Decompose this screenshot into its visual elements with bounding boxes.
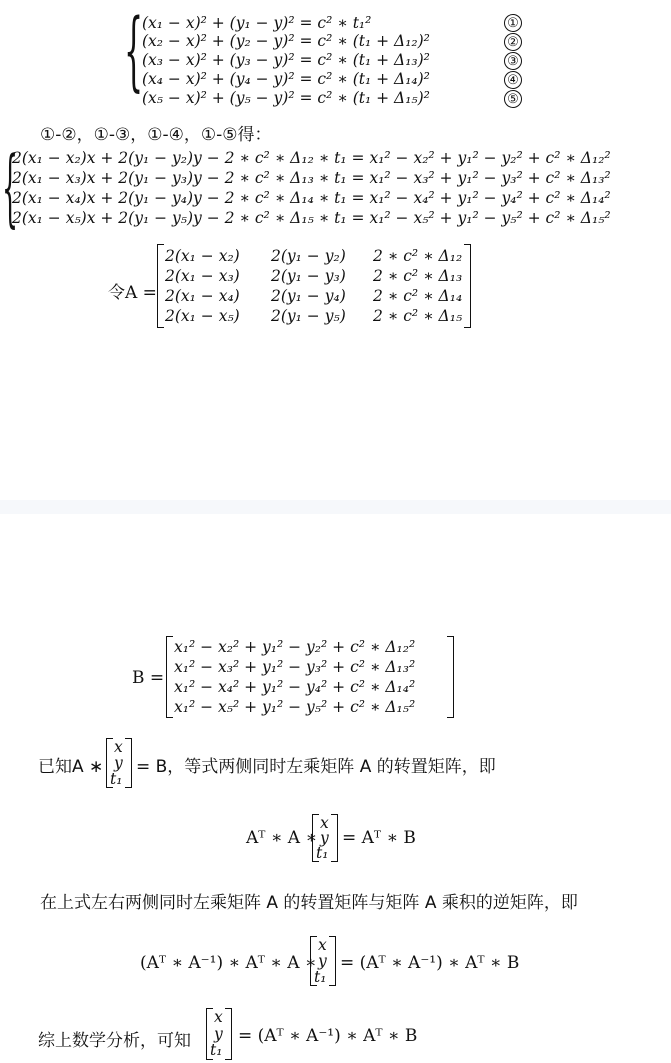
statement-5-pre: 综上数学分析，可知 (38, 1031, 191, 1051)
matrix-row: x₁² − x₃² + y₁² − y₃² + c² ∗ Δ₁₃² (174, 658, 416, 676)
equation-row: (x₁ − x)² + (y₁ − y)² = c² ∗ t₁² (142, 14, 372, 32)
equation-marker: ③ (504, 52, 522, 70)
vector-cell: t₁ (210, 1041, 223, 1059)
matrix-a (157, 244, 471, 328)
right-bracket (447, 636, 454, 718)
vector-cell: t₁ (316, 844, 329, 862)
right-bracket (125, 738, 132, 788)
vector-cell: y (320, 829, 329, 847)
statement-3: 在上式左右两侧同时左乘矩阵 A 的转置矩阵与矩阵 A 乘积的逆矩阵，即 (40, 893, 578, 913)
equation-2-post: = Aᵀ ∗ B (342, 828, 416, 848)
left-brace: { (2, 138, 19, 236)
vector-cell: x (214, 1008, 223, 1026)
matrix-cell: 2(x₁ − x₃) (165, 267, 240, 285)
right-bracket (329, 936, 336, 986)
vector-cell: t₁ (110, 770, 123, 788)
matrix-cell: 2(x₁ − x₂) (165, 247, 240, 265)
left-bracket (157, 244, 164, 328)
vector-xyt (206, 1008, 232, 1060)
equation-marker: ② (504, 33, 522, 51)
matrix-b-label: B = (132, 668, 165, 688)
equation-marker: ④ (504, 71, 522, 89)
vector-xyt (310, 936, 336, 986)
vector-cell: y (114, 754, 123, 772)
vector-xyt (312, 814, 338, 862)
page-divider (0, 500, 671, 514)
matrix-b (166, 636, 454, 718)
equation-4-pre: (Aᵀ ∗ A⁻¹) ∗ Aᵀ ∗ A ∗ (140, 953, 317, 973)
right-bracket (464, 244, 471, 328)
equation-row: (x₂ − x)² + (y₂ − y)² = c² ∗ (t₁ + Δ₁₂)² (142, 32, 430, 50)
matrix-cell: 2(x₁ − x₅) (165, 307, 240, 325)
equation-row: 2(x₁ − x₃)x + 2(y₁ − y₃)y − 2 ∗ c² ∗ Δ₁₃ ∗ t₁ = x₁² − x₃² + y₁² − y₃² + c² ∗ Δ₁₃² (12, 169, 611, 187)
matrix-a-label: 令A = (108, 283, 157, 303)
statement-5-post: = (Aᵀ ∗ A⁻¹) ∗ Aᵀ ∗ B (238, 1026, 418, 1046)
matrix-row: x₁² − x₅² + y₁² − y₅² + c² ∗ Δ₁₅² (174, 698, 416, 716)
left-bracket (166, 636, 173, 718)
equation-row: 2(x₁ − x₂)x + 2(y₁ − y₂)y − 2 ∗ c² ∗ Δ₁₂ ∗ t₁ = x₁² − x₂² + y₁² − y₂² + c² ∗ Δ₁₂² (12, 149, 611, 167)
statement-1-post: = B，等式两侧同时左乘矩阵 A 的转置矩阵，即 (136, 757, 496, 777)
equation-row: (x₄ − x)² + (y₄ − y)² = c² ∗ (t₁ + Δ₁₄)² (142, 70, 430, 88)
matrix-cell: 2(x₁ − x₄) (165, 287, 240, 305)
equation-marker: ① (504, 14, 522, 32)
vector-cell: x (320, 814, 329, 832)
vector-cell: y (318, 952, 327, 970)
vector-cell: x (114, 738, 123, 756)
equation-row: (x₅ − x)² + (y₅ − y)² = c² ∗ (t₁ + Δ₁₅)² (142, 89, 430, 107)
vector-cell: t₁ (314, 968, 327, 986)
matrix-cell: 2(y₁ − y₄) (271, 287, 346, 305)
equation-row: 2(x₁ − x₄)x + 2(y₁ − y₄)y − 2 ∗ c² ∗ Δ₁₄ ∗ t₁ = x₁² − x₄² + y₁² − y₄² + c² ∗ Δ₁₄² (12, 189, 611, 207)
matrix-cell: 2 ∗ c² ∗ Δ₁₄ (373, 287, 463, 305)
matrix-cell: 2 ∗ c² ∗ Δ₁₂ (373, 247, 463, 265)
right-bracket (331, 814, 338, 862)
left-brace: { (124, 1, 144, 101)
matrix-cell: 2 ∗ c² ∗ Δ₁₃ (373, 267, 463, 285)
equation-2-pre: Aᵀ ∗ A ∗ (246, 828, 318, 848)
equation-row: 2(x₁ − x₅)x + 2(y₁ − y₅)y − 2 ∗ c² ∗ Δ₁₅ ∗ t₁ = x₁² − x₅² + y₁² − y₅² + c² ∗ Δ₁₅² (12, 209, 611, 227)
step-label: ①-②，①-③，①-④，①-⑤得： (40, 125, 272, 145)
equation-system-1 (124, 1, 564, 107)
equation-marker: ⑤ (504, 90, 522, 108)
matrix-cell: 2(y₁ − y₂) (271, 247, 346, 265)
vector-cell: y (214, 1025, 223, 1043)
equation-system-2 (0, 138, 671, 236)
matrix-cell: 2(y₁ − y₃) (271, 267, 346, 285)
matrix-row: x₁² − x₂² + y₁² − y₂² + c² ∗ Δ₁₂² (174, 638, 416, 656)
matrix-cell: 2(y₁ − y₅) (271, 307, 346, 325)
statement-1-pre: 已知A ∗ (38, 757, 104, 777)
right-bracket (225, 1008, 232, 1060)
matrix-cell: 2 ∗ c² ∗ Δ₁₅ (373, 307, 463, 325)
matrix-row: x₁² − x₄² + y₁² − y₄² + c² ∗ Δ₁₄² (174, 678, 416, 696)
vector-cell: x (318, 936, 327, 954)
equation-4-post: = (Aᵀ ∗ A⁻¹) ∗ Aᵀ ∗ B (340, 953, 520, 973)
vector-xyt (106, 738, 132, 788)
equation-row: (x₃ − x)² + (y₃ − y)² = c² ∗ (t₁ + Δ₁₃)² (142, 51, 430, 69)
